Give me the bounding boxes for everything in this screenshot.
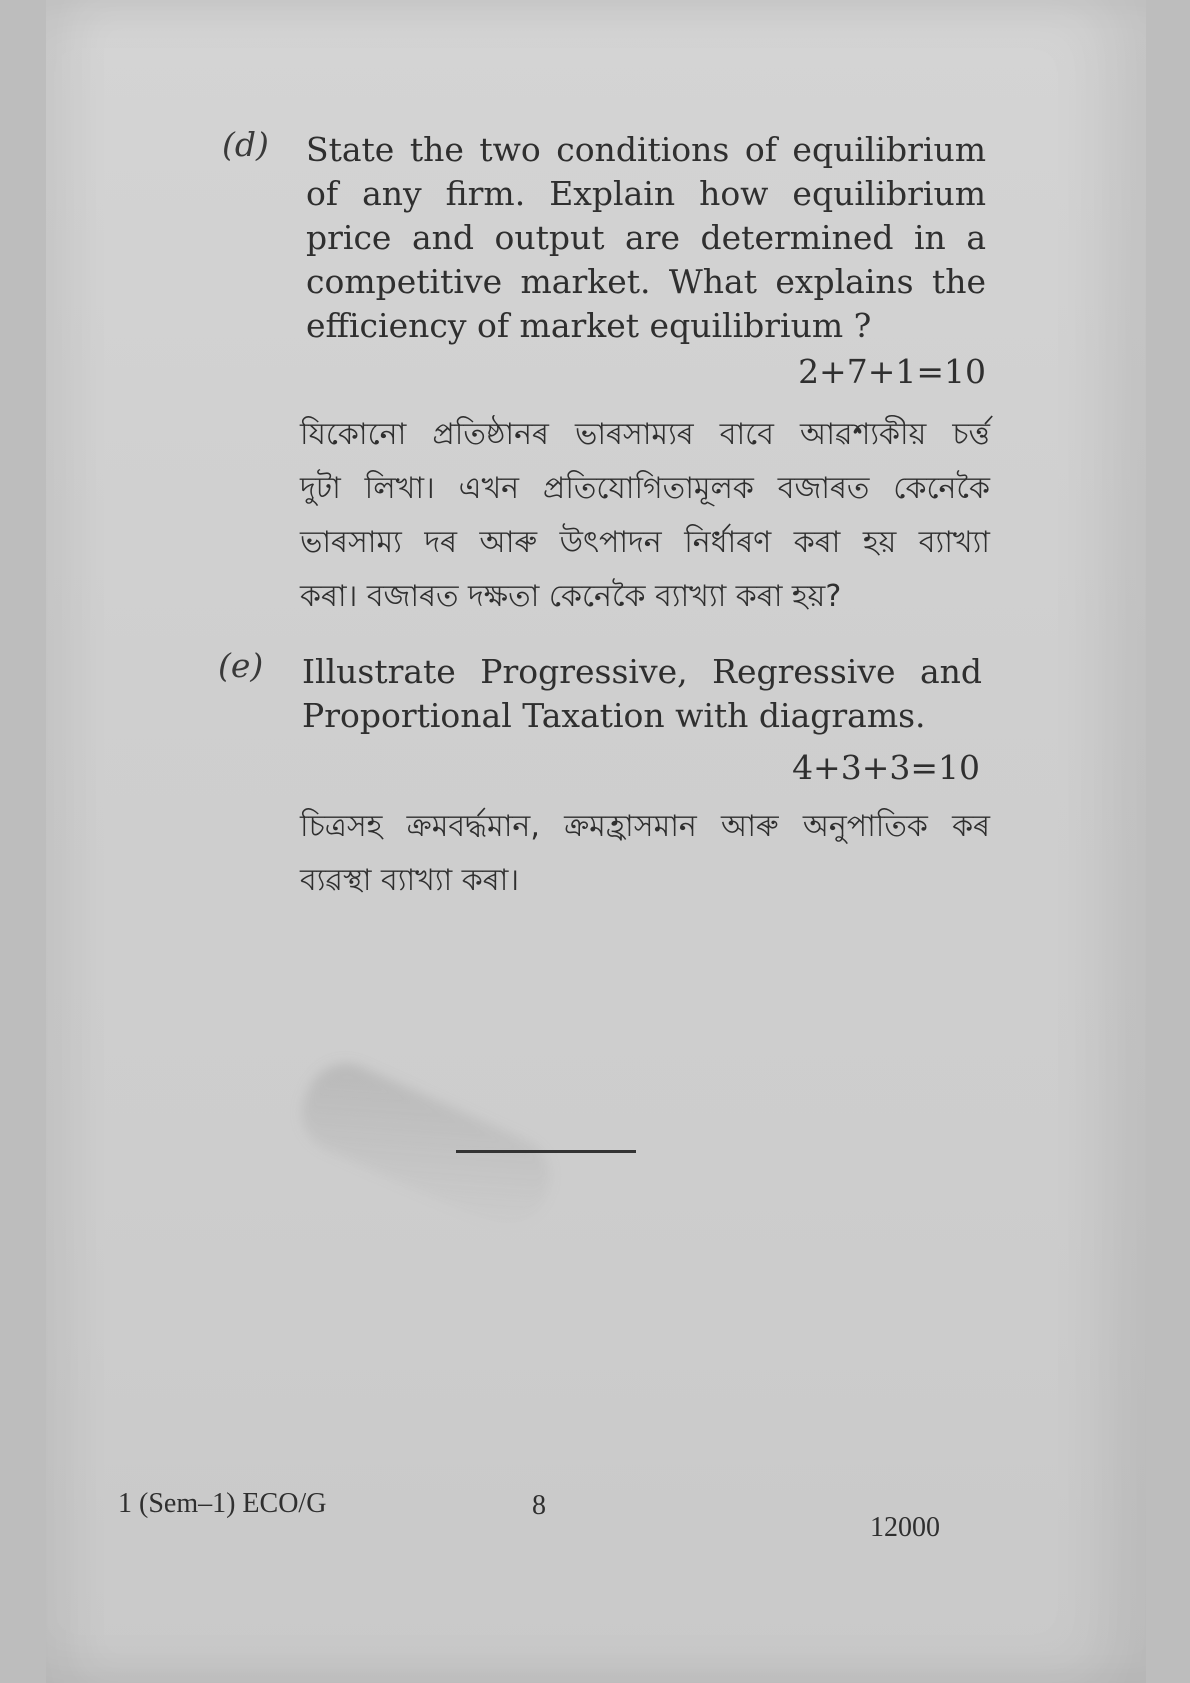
text-line: efficiency of market equilibrium ? <box>306 306 872 345</box>
end-rule <box>456 1150 636 1153</box>
text-line: State the two conditions of equilibrium <box>306 130 986 169</box>
text-line: of any firm. Explain how equilibrium <box>306 174 986 213</box>
text-line: price and output are determined in a <box>306 218 986 257</box>
question-label: (d) <box>222 125 269 164</box>
question-assamese-text <box>300 800 990 908</box>
text-line: চিত্ৰসহ ক্ৰমবৰ্দ্ধমান, ক্ৰমহ্ৰাসমান আৰু অনুপাতিক কৰ <box>300 809 990 844</box>
paper-code: 1 (Sem–1) ECO/G <box>118 1488 327 1519</box>
text-line: ব্যৱস্থা ব্যাখ্যা কৰা। <box>300 863 520 898</box>
copies-count: 12000 <box>870 1512 940 1543</box>
question-label: (e) <box>218 646 264 685</box>
paper-crease <box>289 1051 563 1239</box>
question-english-text <box>302 650 982 738</box>
question-english-text <box>306 128 986 348</box>
marks-allocation: 2+7+1=10 <box>798 352 986 391</box>
text-line: দুটা লিখা। এখন প্ৰতিযোগিতামূলক বজাৰত কেনেকৈ <box>300 471 990 506</box>
text-line: competitive market. What explains the <box>306 262 986 301</box>
text-line: Illustrate Progressive, Regressive and <box>302 652 982 691</box>
marks-allocation: 4+3+3=10 <box>792 748 980 787</box>
question-assamese-text <box>300 408 990 624</box>
text-line: কৰা। বজাৰত দক্ষতা কেনেকৈ ব্যাখ্যা কৰা হয়? <box>300 579 842 614</box>
page-number: 8 <box>532 1490 546 1521</box>
text-line: যিকোনো প্রতিষ্ঠানৰ ভাৰসাম্যৰ বাবে আৱশ্যকীয় চৰ্ত্ত <box>300 417 990 452</box>
text-line: ভাৰসাম্য দৰ আৰু উৎপাদন নিৰ্ধাৰণ কৰা হয় ব্যাখ্যা <box>300 525 990 560</box>
text-line: Proportional Taxation with diagrams. <box>302 696 926 735</box>
